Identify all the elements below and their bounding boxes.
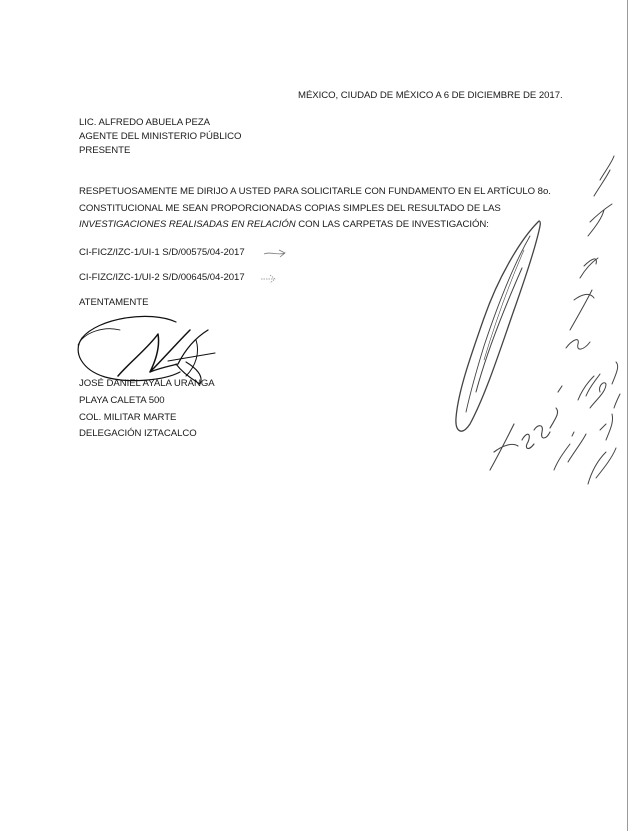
recipient-presente: PRESENTE: [79, 145, 131, 156]
sender-street: PLAYA CALETA 500: [79, 395, 165, 406]
date-line: MÉXICO, CIUDAD DE MÉXICO A 6 DE DICIEMBRE DE 2017.: [298, 90, 563, 101]
body-line-3-italic: INVESTIGACIONES REALISADAS EN RELACIÓN: [79, 219, 296, 230]
recipient-name: LIC. ALFREDO ABUELA PEZA: [79, 117, 211, 128]
sender-delegacion: DELEGACIÓN IZTACALCO: [79, 428, 197, 439]
closing: ATENTAMENTE: [79, 297, 149, 308]
recipient-position: AGENTE DEL MINISTERIO PÚBLICO: [79, 131, 242, 142]
sender-name: JOSÉ DANIEL AYALA URANGA: [79, 378, 215, 389]
body-line-2: CONSTITUCIONAL ME SEAN PROPORCIONADAS COPIAS SIMPLES DEL RESULTADO DE LAS: [79, 203, 501, 214]
body-line-1: RESPETUOSAMENTE ME DIRIJO A USTED PARA SOLICITARLE CON FUNDAMENTO EN EL ARTÍCULO 8o.: [79, 186, 551, 197]
arrow-doodle-icon: [262, 248, 288, 260]
carpeta-1: CI-FICZ/IZC-1/UI-1 S/D/00575/04-2017: [79, 247, 245, 258]
body-line-3: [79, 220, 489, 230]
sender-colonia: COL. MILITAR MARTE: [79, 412, 177, 423]
arrow-doodle-icon: [259, 273, 279, 285]
carpeta-2: CI-FIZC/IZC-1/UI-2 S/D/00645/04-2017: [79, 272, 245, 283]
body-line-3-rest: CON LAS CARPETAS DE INVESTIGACIÓN:: [295, 219, 489, 230]
